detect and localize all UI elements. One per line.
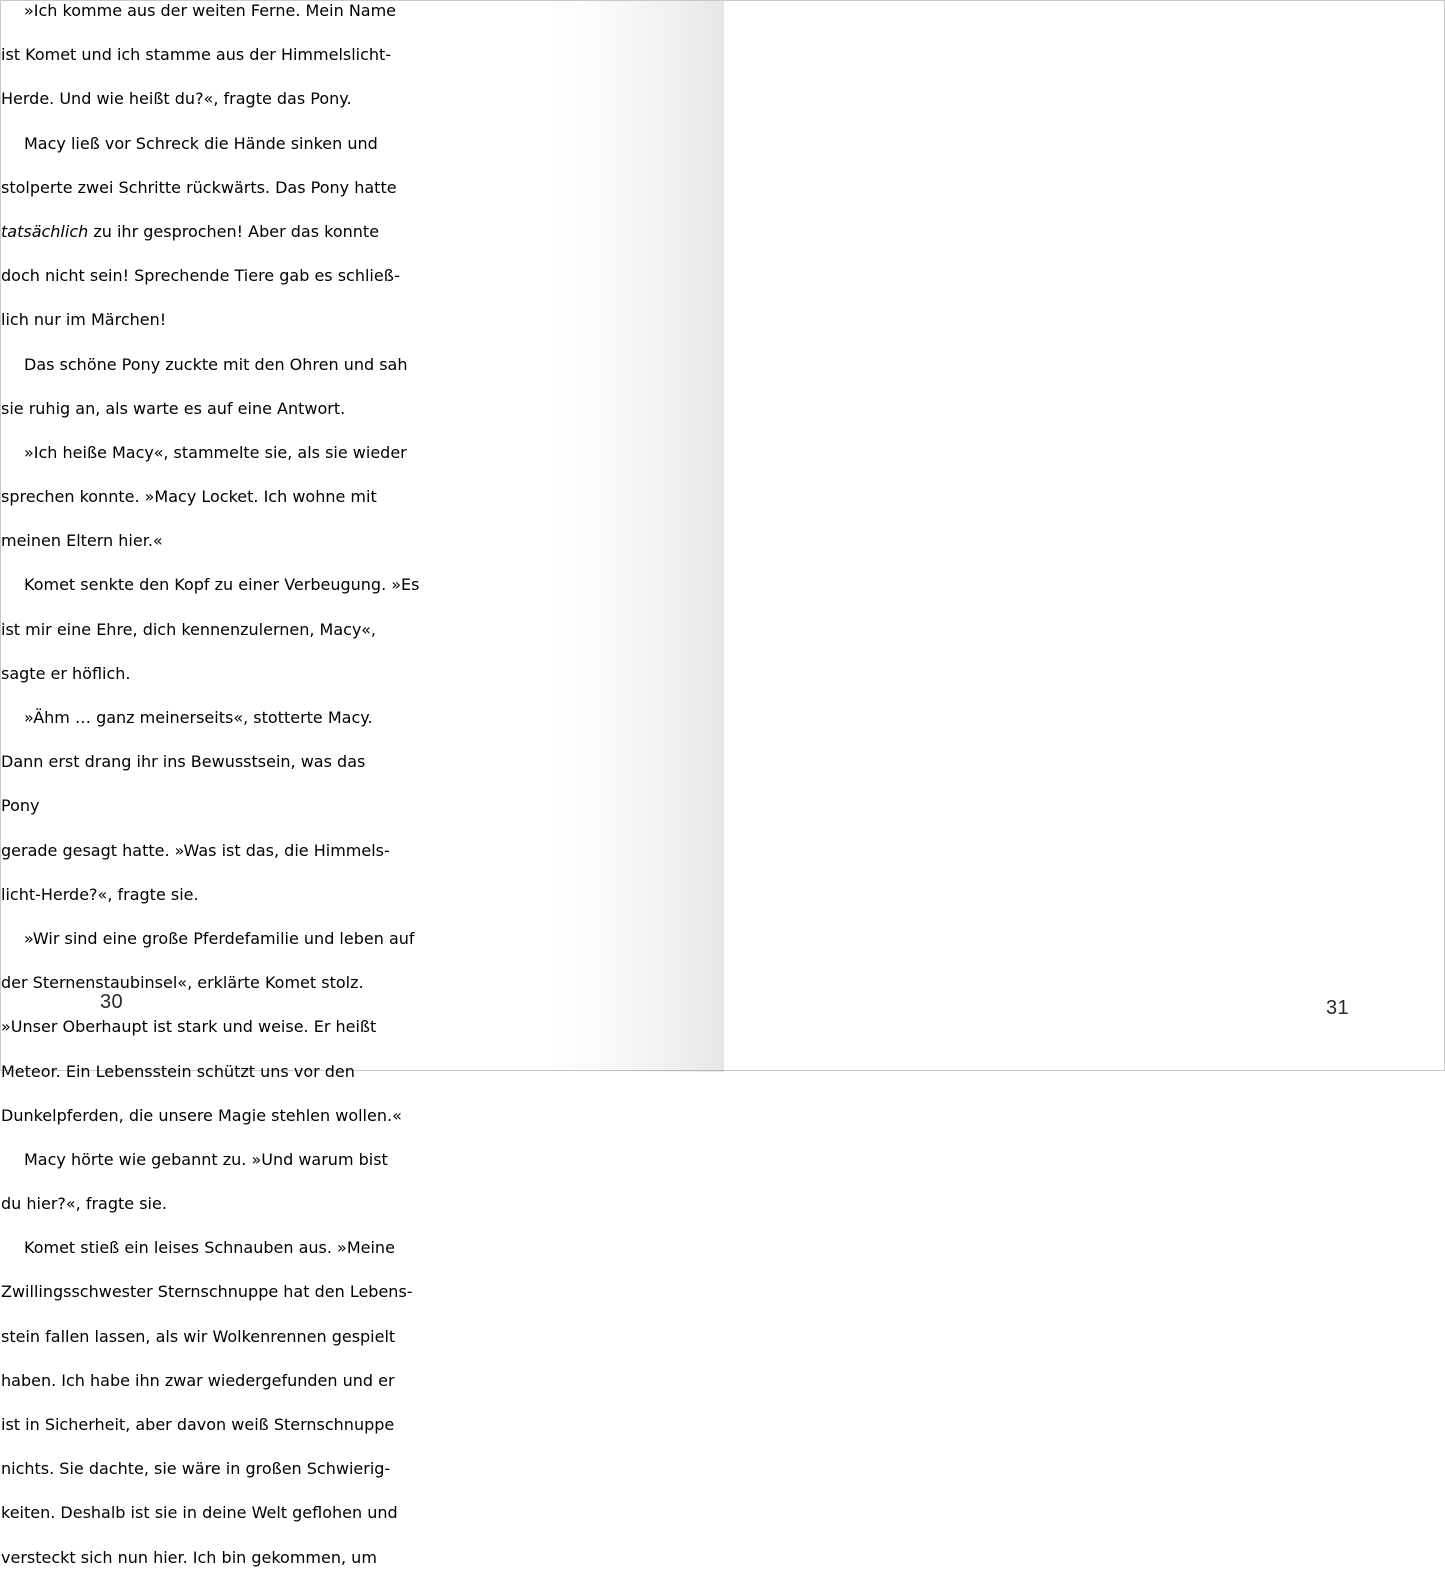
text-line: lich nur im Märchen! — [1, 310, 167, 330]
text-line: meinen Eltern hier.« — [1, 531, 163, 551]
left-page-text-block — [1, 1, 549, 796]
text-line: du hier?«, fragte sie. — [1, 1194, 167, 1214]
text-line: der Sternenstaubinsel«, erklärte Komet stolz. — [1, 973, 364, 993]
emphasis-word: tatsächlich — [1, 221, 89, 241]
text-line: Dann erst drang ihr ins Bewusstsein, was das — [1, 752, 366, 772]
text-line: sie ruhig an, als warte es auf eine Antwort. — [1, 398, 346, 418]
text-line: »Wir sind eine große Pferdefamilie und leben auf — [24, 928, 415, 948]
text-line: Herde. Und wie heißt du?«, fragte das Pony. — [1, 89, 352, 109]
text-line: doch nicht sein! Sprechende Tiere gab es schließ- — [1, 266, 400, 286]
text-line: Pony — [1, 796, 40, 816]
text-line-remainder: zu ihr gesprochen! Aber das konnte — [88, 221, 380, 241]
text-line: »Ähm … ganz meinerseits«, stotterte Macy. — [24, 708, 373, 727]
text-line: keiten. Deshalb ist sie in deine Welt geflohen und — [1, 1503, 398, 1523]
text-line: nichts. Sie dachte, sie wäre in großen Schwierig- — [1, 1459, 391, 1479]
text-line: Komet stieß ein leises Schnauben aus. »Meine — [24, 1238, 395, 1258]
text-line: »Unser Oberhaupt ist stark und weise. Er heißt — [1, 1017, 377, 1037]
page-number-right: 31 — [1326, 997, 1350, 1019]
text-line: Zwillingsschwester Sternschnuppe hat den Lebens- — [1, 1282, 413, 1302]
text-line: stein fallen lassen, als wir Wolkenrennen gespielt — [1, 1326, 396, 1346]
text-line: Komet senkte den Kopf zu einer Verbeugung. »Es — [24, 575, 420, 595]
text-line-italic-emphasis — [1, 222, 549, 266]
text-line: Das schöne Pony zuckte mit den Ohren und sah — [24, 354, 408, 374]
text-line: ist in Sicherheit, aber davon weiß Sternschnuppe — [1, 1415, 395, 1434]
text-line: Dunkelpferden, die unsere Magie stehlen wollen.« — [1, 1105, 402, 1125]
right-page — [1, 796, 1444, 1591]
text-line: stolperte zwei Schritte rückwärts. Das Pony hatte — [1, 177, 397, 197]
text-line: sprechen konnte. »Macy Locket. Ich wohne mit — [1, 487, 377, 507]
text-line: Meteor. Ein Lebensstein schützt uns vor den — [1, 1061, 355, 1081]
page-number-left: 30 — [100, 991, 124, 1013]
text-line: »Ich komme aus der weiten Ferne. Mein Name — [24, 1, 397, 20]
text-line: versteckt sich nun hier. Ich bin gekommen, um — [1, 1547, 377, 1567]
text-line: haben. Ich habe ihn zwar wiedergefunden und er — [1, 1370, 395, 1390]
text-line: licht-Herde?«, fragte sie. — [1, 884, 199, 904]
text-line: »Ich heiße Macy«, stammelte sie, als sie wieder — [24, 442, 407, 462]
text-line: Macy ließ vor Schreck die Hände sinken und — [24, 133, 378, 153]
text-line: ist mir eine Ehre, dich kennenzulernen, Macy«, — [1, 619, 377, 639]
text-line: gerade gesagt hatte. »Was ist das, die Himmels- — [1, 840, 390, 860]
text-line: ist Komet und ich stamme aus der Himmelslicht- — [1, 45, 392, 65]
right-page-text-block — [1, 796, 549, 1591]
text-line: Macy hörte wie gebannt zu. »Und warum bist — [24, 1149, 388, 1169]
text-line: sagte er höflich. — [1, 663, 131, 683]
